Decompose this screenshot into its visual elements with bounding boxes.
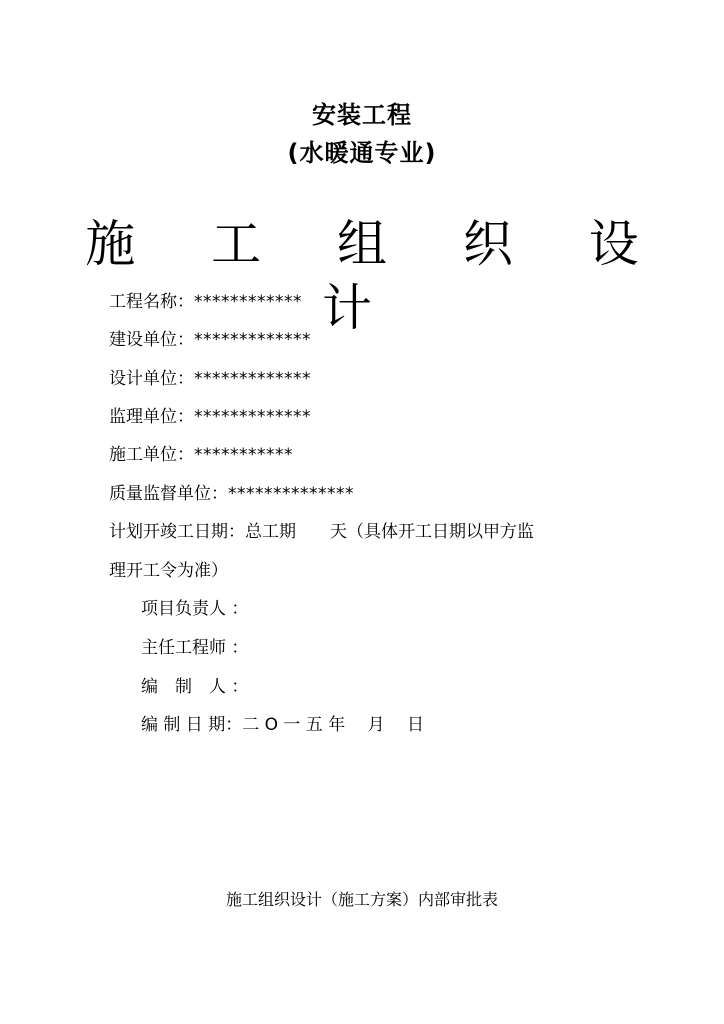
chief-engineer-line: 主任工程师 ： xyxy=(141,638,249,658)
project-leader-line: 项目负责人 ： xyxy=(141,599,249,619)
builder-unit-row xyxy=(109,444,293,466)
project-name-value: ************ xyxy=(194,292,302,312)
project-name-label: 工程名称： xyxy=(109,292,194,312)
construction-unit-label: 建设单位： xyxy=(109,330,194,350)
project-name-row xyxy=(109,291,302,313)
supervision-unit-label: 监理单位： xyxy=(109,407,194,427)
design-unit-value: ************* xyxy=(194,369,311,389)
construction-unit-value: ************* xyxy=(194,330,311,350)
builder-unit-value: *********** xyxy=(194,445,293,465)
supervision-unit-value: ************* xyxy=(194,407,311,427)
review-table-title: 施工组织设计（施工方案）内部审批表 xyxy=(225,890,498,909)
design-unit-row xyxy=(109,368,311,390)
schedule-line-2: 理开工令为准） xyxy=(109,561,228,581)
design-unit-label: 设计单位： xyxy=(109,369,194,389)
specialty-subtitle: (水暖通专业) xyxy=(287,139,437,167)
quality-unit-row xyxy=(109,483,354,505)
compile-date-line: 编 制 日 期：二 O 一 五 年 月 日 xyxy=(141,715,425,735)
main-title: 施 工 组 织 设 计 xyxy=(85,215,669,337)
schedule-line-1: 计划开竣工日期：总工期 天（具体开工日期以甲方监 xyxy=(109,522,534,542)
project-type-title: 安装工程 xyxy=(312,101,412,129)
compiler-line: 编 制 人 ： xyxy=(141,677,249,697)
builder-unit-label: 施工单位： xyxy=(109,445,194,465)
construction-unit-row xyxy=(109,329,311,351)
quality-unit-label: 质量监督单位： xyxy=(109,484,228,504)
quality-unit-value: ************** xyxy=(228,484,354,504)
supervision-unit-row xyxy=(109,406,311,428)
